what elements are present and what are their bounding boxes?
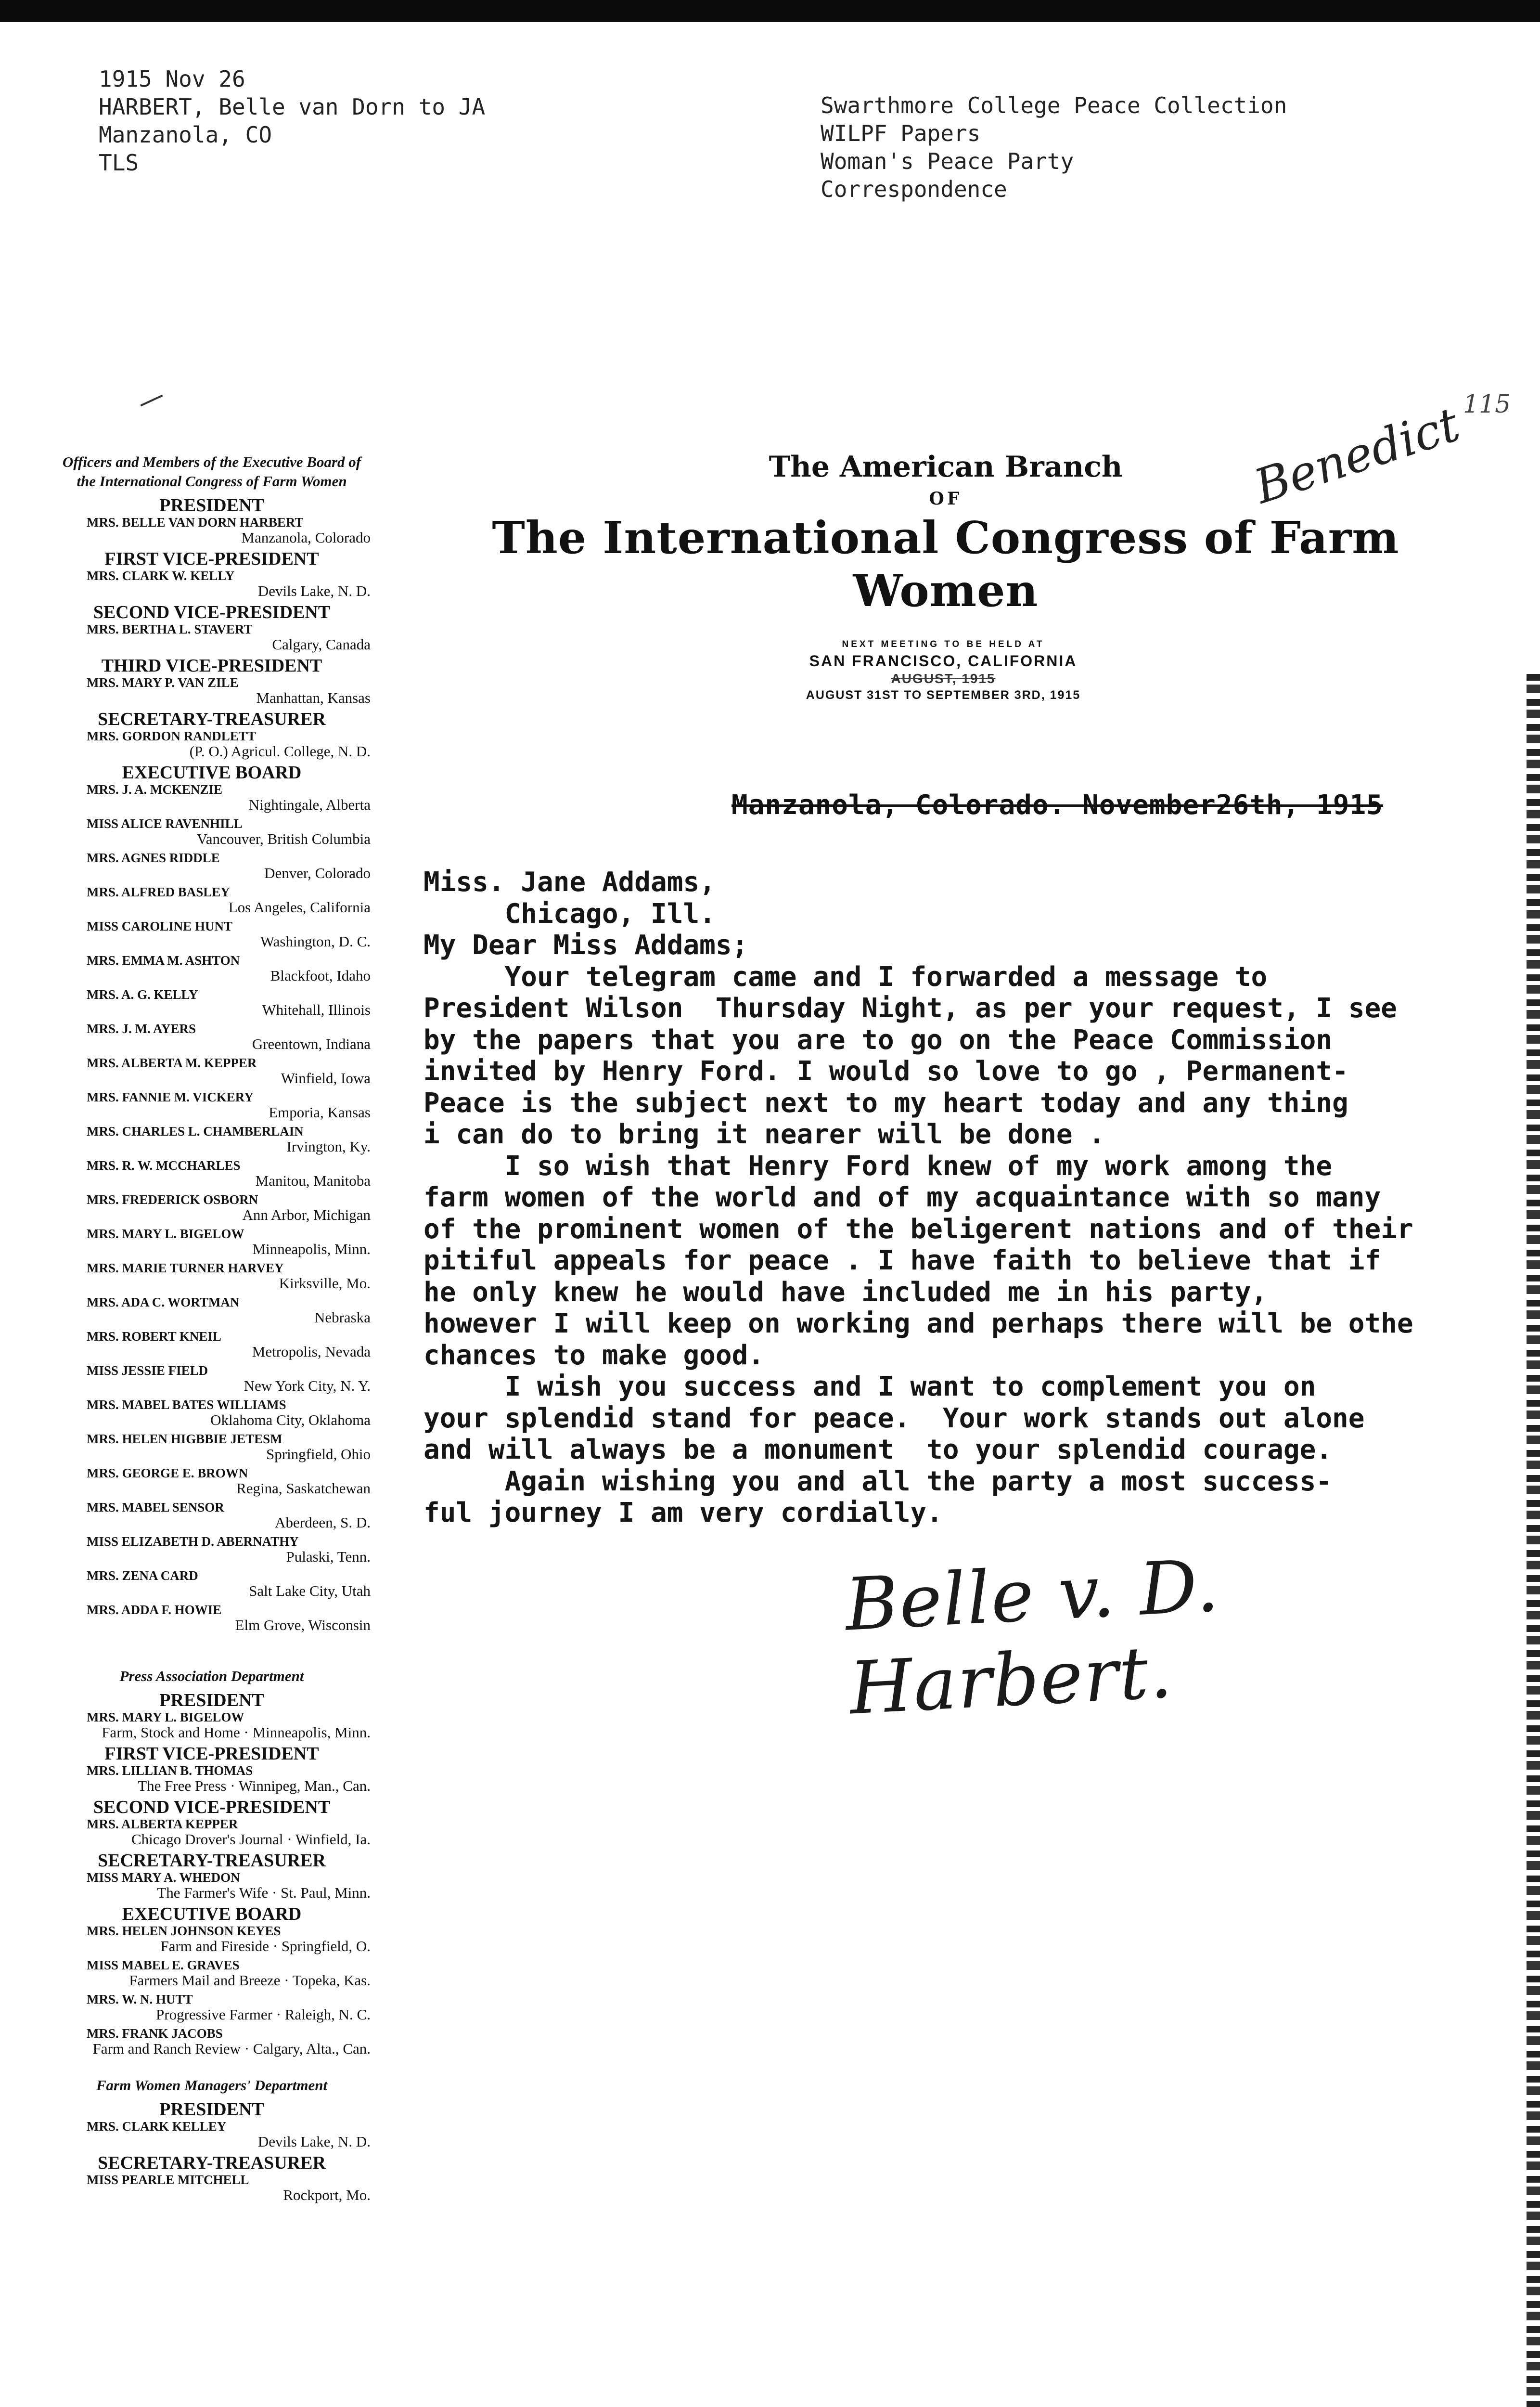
member-name: MISS ELIZABETH D. ABERNATHY <box>87 1534 299 1549</box>
member-entry <box>53 549 371 599</box>
addressee: Miss. Jane Addams, <box>424 867 716 898</box>
member-name: MRS. EMMA M. ASHTON <box>87 953 240 968</box>
handwritten-number: 115 <box>1463 390 1511 419</box>
board-list <box>53 782 371 1633</box>
archival-correspondents: HARBERT, Belle van Dorn to JA <box>99 94 486 120</box>
member-entry <box>53 1466 371 1496</box>
office-title: FIRST VICE-PRESIDENT <box>104 1744 319 1764</box>
member-name: MISS CAROLINE HUNT <box>87 919 233 933</box>
member-name: MISS MABEL E. GRAVES <box>87 1958 240 1972</box>
member-entry <box>53 1124 371 1154</box>
office-title: SECRETARY-TREASURER <box>98 1851 326 1871</box>
body-line: Your telegram came and I forwarded a message to <box>424 961 1268 993</box>
letterhead <box>424 448 1468 617</box>
member-name: MRS. MABEL SENSOR <box>87 1500 224 1514</box>
salutation: My Dear Miss Addams; <box>424 930 748 961</box>
member-name: MISS ALICE RAVENHILL <box>87 816 243 831</box>
member-place: Farmers Mail and Breeze · Topeka, Kas. <box>129 1972 371 1989</box>
member-place: Vancouver, British Columbia <box>196 830 371 847</box>
member-entry <box>53 1192 371 1223</box>
member-name: MRS. ALBERTA KEPPER <box>87 1817 238 1831</box>
member-place: (P. O.) Agricul. College, N. D. <box>189 743 371 760</box>
archival-series: Correspondence <box>821 176 1007 202</box>
member-name: MRS. HELEN HIGBBIE JETESM <box>87 1432 282 1446</box>
member-name: MRS. ALBERTA M. KEPPER <box>87 1056 257 1070</box>
office-title: FIRST VICE-PRESIDENT <box>104 549 319 569</box>
body-line: and will always be a monument to your splendid courage. <box>424 1434 1333 1465</box>
member-name: MRS. CLARK W. KELLY <box>87 569 235 583</box>
member-name: MRS. MARY L. BIGELOW <box>87 1710 244 1724</box>
meeting-dates: AUGUST 31ST TO SEPTEMBER 3RD, 1915 <box>806 688 1081 702</box>
member-place: New York City, N. Y. <box>244 1377 371 1394</box>
office-title: SECOND VICE-PRESIDENT <box>93 1797 331 1817</box>
letterhead-branch: The American Branch <box>769 450 1123 484</box>
archival-date: 1915 Nov 26 <box>99 66 245 92</box>
member-place: Elm Grove, Wisconsin <box>235 1617 371 1633</box>
member-name: MRS. ROBERT KNEIL <box>87 1329 221 1344</box>
body-line: I wish you success and I want to complement you on <box>424 1371 1316 1402</box>
member-name: MISS MARY A. WHEDON <box>87 1870 240 1885</box>
body-line: I so wish that Henry Ford knew of my work among the <box>424 1150 1333 1182</box>
managers-list <box>53 2100 371 2203</box>
member-entry <box>53 1398 371 1428</box>
member-name: MRS. J. M. AYERS <box>87 1022 196 1036</box>
press-board-heading: EXECUTIVE BOARD <box>122 1904 302 1924</box>
meeting-notice <box>760 638 1126 703</box>
member-entry <box>53 851 371 881</box>
pen-tick-mark <box>140 395 163 407</box>
member-place: Washington, D. C. <box>260 933 371 950</box>
member-place: Nightingale, Alberta <box>248 796 371 813</box>
press-board-list <box>53 1924 371 2057</box>
member-entry <box>53 919 371 949</box>
member-entry <box>53 816 371 847</box>
meeting-location: SAN FRANCISCO, CALIFORNIA <box>809 652 1078 670</box>
member-name: MRS. ADA C. WORTMAN <box>87 1295 240 1309</box>
officers-list <box>53 496 371 759</box>
member-place: Pulaski, Tenn. <box>286 1548 371 1565</box>
member-entry <box>53 1261 371 1291</box>
meeting-notice-line: NEXT MEETING TO BE HELD AT <box>842 639 1045 649</box>
office-title: PRESIDENT <box>159 1690 264 1710</box>
member-entry <box>53 1432 371 1462</box>
member-place: Kirksville, Mo. <box>279 1275 371 1292</box>
body-line: farm women of the world and of my acquaintance with so many <box>424 1182 1381 1213</box>
member-entry <box>53 1851 371 1901</box>
member-place: Farm and Fireside · Springfield, O. <box>160 1938 371 1954</box>
member-place: Springfield, Ohio <box>266 1446 371 1462</box>
archival-metadata-right <box>821 91 1287 203</box>
member-entry <box>53 953 371 984</box>
member-place: The Farmer's Wife · St. Paul, Minn. <box>157 1884 371 1901</box>
body-line: he only knew he would have included me in his party, <box>424 1276 1268 1308</box>
member-place: Ann Arbor, Michigan <box>242 1206 371 1223</box>
body-line: chances to make good. <box>424 1339 765 1371</box>
office-title: PRESIDENT <box>159 2099 264 2120</box>
member-entry <box>53 603 371 652</box>
body-line: President Wilson Thursday Night, as per your request, I see <box>424 993 1397 1024</box>
member-entry <box>53 1568 371 1599</box>
member-entry <box>53 1022 371 1052</box>
member-entry <box>53 496 371 545</box>
member-entry <box>53 2100 371 2149</box>
body-line: i can do to bring it nearer will be done . <box>424 1119 1105 1150</box>
member-name: MRS. BERTHA L. STAVERT <box>87 622 253 636</box>
body-line: however I will keep on working and perhaps there will be othe <box>424 1308 1413 1339</box>
member-name: MRS. MARY L. BIGELOW <box>87 1227 244 1241</box>
member-name: MRS. FREDERICK OSBORN <box>87 1192 258 1207</box>
member-place: Blackfoot, Idaho <box>270 967 371 984</box>
member-name: MRS. J. A. MCKENZIE <box>87 782 223 797</box>
member-place: Los Angeles, California <box>228 899 371 916</box>
office-title: THIRD VICE-PRESIDENT <box>101 656 322 676</box>
addressee-city: Chicago, Ill. <box>424 898 716 930</box>
member-name: MRS. GORDON RANDLETT <box>87 729 256 743</box>
member-name: MRS. HELEN JOHNSON KEYES <box>87 1924 281 1938</box>
member-place: Winfield, Iowa <box>281 1070 371 1087</box>
member-entry <box>53 1798 371 1847</box>
member-place: Whitehall, Illinois <box>262 1001 371 1018</box>
letter-dateline: Manzanola, Colorado. November26th, 1915 <box>732 789 1383 821</box>
press-list <box>53 1691 371 1901</box>
member-name: MRS. CHARLES L. CHAMBERLAIN <box>87 1124 304 1139</box>
office-title: SECOND VICE-PRESIDENT <box>93 602 331 622</box>
member-name: MRS. LILLIAN B. THOMAS <box>87 1763 253 1778</box>
body-line: by the papers that you are to go on the Peace Commission <box>424 1024 1333 1056</box>
office-title: SECRETARY-TREASURER <box>98 709 326 729</box>
managers-heading: Farm Women Managers' Department <box>96 2077 328 2094</box>
member-name: MRS. ADDA F. HOWIE <box>87 1603 222 1617</box>
member-entry <box>53 1534 371 1565</box>
member-place: Greentown, Indiana <box>252 1035 371 1052</box>
member-entry <box>53 1158 371 1189</box>
member-name: MRS. BELLE VAN DORN HARBERT <box>87 515 304 530</box>
body-paragraphs <box>424 961 1530 1529</box>
archival-format: TLS <box>99 150 139 176</box>
member-place: Devils Lake, N. D. <box>257 2133 371 2150</box>
member-entry <box>53 1924 371 1954</box>
body-line: invited by Henry Ford. I would so love to go , Permanent- <box>424 1056 1348 1087</box>
office-title: PRESIDENT <box>159 495 264 516</box>
archival-papers: WILPF Papers <box>821 120 981 146</box>
member-place: Chicago Drover's Journal · Winfield, Ia. <box>131 1831 371 1848</box>
body-line: Peace is the subject next to my heart today and any thing <box>424 1087 1348 1119</box>
member-name: MRS. MARIE TURNER HARVEY <box>87 1261 284 1275</box>
member-name: MRS. AGNES RIDDLE <box>87 851 220 865</box>
member-entry <box>53 710 371 759</box>
member-place: Farm, Stock and Home · Minneapolis, Minn. <box>102 1724 371 1741</box>
member-entry <box>53 1295 371 1325</box>
member-name: MRS. R. W. MCCHARLES <box>87 1158 241 1173</box>
member-entry <box>53 1227 371 1257</box>
member-entry <box>53 885 371 915</box>
member-entry <box>53 1363 371 1394</box>
member-entry <box>53 1603 371 1633</box>
member-entry <box>53 2153 371 2203</box>
member-name: MRS. GEORGE E. BROWN <box>87 1466 248 1480</box>
letterhead-organization: The International Congress of Farm Women <box>492 512 1399 617</box>
body-line: pitiful appeals for peace . I have faith to believe that if <box>424 1245 1381 1276</box>
member-place: Aberdeen, S. D. <box>275 1514 371 1531</box>
member-place: Rockport, Mo. <box>283 2187 371 2203</box>
member-name: MRS. FANNIE M. VICKERY <box>87 1090 254 1104</box>
archival-metadata-left <box>99 65 485 177</box>
archival-place: Manzanola, CO <box>99 122 272 148</box>
body-line: ful journey I am very cordially. <box>424 1497 943 1528</box>
member-place: Denver, Colorado <box>264 865 371 881</box>
member-place: Calgary, Canada <box>272 636 371 653</box>
member-entry <box>53 1691 371 1740</box>
member-place: Regina, Saskatchewan <box>236 1480 371 1497</box>
signature: Belle v. D. Harbert. <box>843 1544 1222 1731</box>
member-name: MRS. ALFRED BASLEY <box>87 885 230 899</box>
member-entry <box>53 1500 371 1530</box>
member-place: Emporia, Kansas <box>269 1104 371 1121</box>
member-name: MISS JESSIE FIELD <box>87 1363 208 1378</box>
member-name: MRS. W. N. HUTT <box>87 1992 193 2006</box>
member-entry <box>53 1329 371 1359</box>
sidebar-heading: Officers and Members of the Executive Board of the International Congress of Farm Women <box>62 453 361 490</box>
member-place: Minneapolis, Minn. <box>252 1241 371 1257</box>
member-entry <box>53 656 371 706</box>
handwritten-stamp: Benedict <box>1248 397 1466 515</box>
member-place: The Free Press · Winnipeg, Man., Can. <box>138 1777 371 1794</box>
office-title: SECRETARY-TREASURER <box>98 2153 326 2173</box>
executive-board-heading: EXECUTIVE BOARD <box>122 763 302 783</box>
member-name: MRS. MARY P. VAN ZILE <box>87 675 239 690</box>
member-name: MRS. MABEL BATES WILLIAMS <box>87 1398 286 1412</box>
letter-body <box>424 867 1530 1529</box>
member-place: Nebraska <box>314 1309 371 1326</box>
body-line: Again wishing you and all the party a most success- <box>424 1465 1333 1497</box>
member-name: MRS. ZENA CARD <box>87 1568 198 1583</box>
member-entry <box>53 1992 371 2022</box>
member-name: MISS PEARLE MITCHELL <box>87 2173 249 2187</box>
member-place: Manhattan, Kansas <box>256 689 371 706</box>
member-place: Irvington, Ky. <box>286 1138 371 1155</box>
meeting-old-date: AUGUST, 1915 <box>891 671 996 686</box>
member-entry <box>53 987 371 1018</box>
sidebar-officers <box>53 453 371 2207</box>
member-name: MRS. FRANK JACOBS <box>87 2026 223 2041</box>
member-entry <box>53 782 371 813</box>
member-entry <box>53 1958 371 1988</box>
member-place: Manzanola, Colorado <box>241 529 371 546</box>
member-entry <box>53 2026 371 2057</box>
scan-top-edge <box>0 0 1540 22</box>
member-place: Progressive Farmer · Raleigh, N. C. <box>156 2006 371 2023</box>
body-line: your splendid stand for peace. Your work stands out alone <box>424 1402 1365 1434</box>
member-place: Salt Lake City, Utah <box>249 1582 371 1599</box>
archival-collection: Swarthmore College Peace Collection <box>821 92 1287 118</box>
letterhead-of: OF <box>929 489 962 509</box>
member-name: MRS. CLARK KELLEY <box>87 2119 227 2134</box>
member-entry <box>53 1056 371 1086</box>
member-place: Oklahoma City, Oklahoma <box>210 1411 371 1428</box>
member-place: Metropolis, Nevada <box>252 1343 371 1360</box>
archival-party: Woman's Peace Party <box>821 148 1074 174</box>
member-place: Devils Lake, N. D. <box>257 582 371 599</box>
member-place: Farm and Ranch Review · Calgary, Alta., Can. <box>92 2040 371 2057</box>
press-heading: Press Association Department <box>119 1668 304 1684</box>
member-name: MRS. A. G. KELLY <box>87 987 198 1002</box>
body-line: of the prominent women of the beligerent nations and of their <box>424 1213 1413 1245</box>
member-place: Manitou, Manitoba <box>255 1172 371 1189</box>
member-entry <box>53 1744 371 1794</box>
member-entry <box>53 1090 371 1120</box>
